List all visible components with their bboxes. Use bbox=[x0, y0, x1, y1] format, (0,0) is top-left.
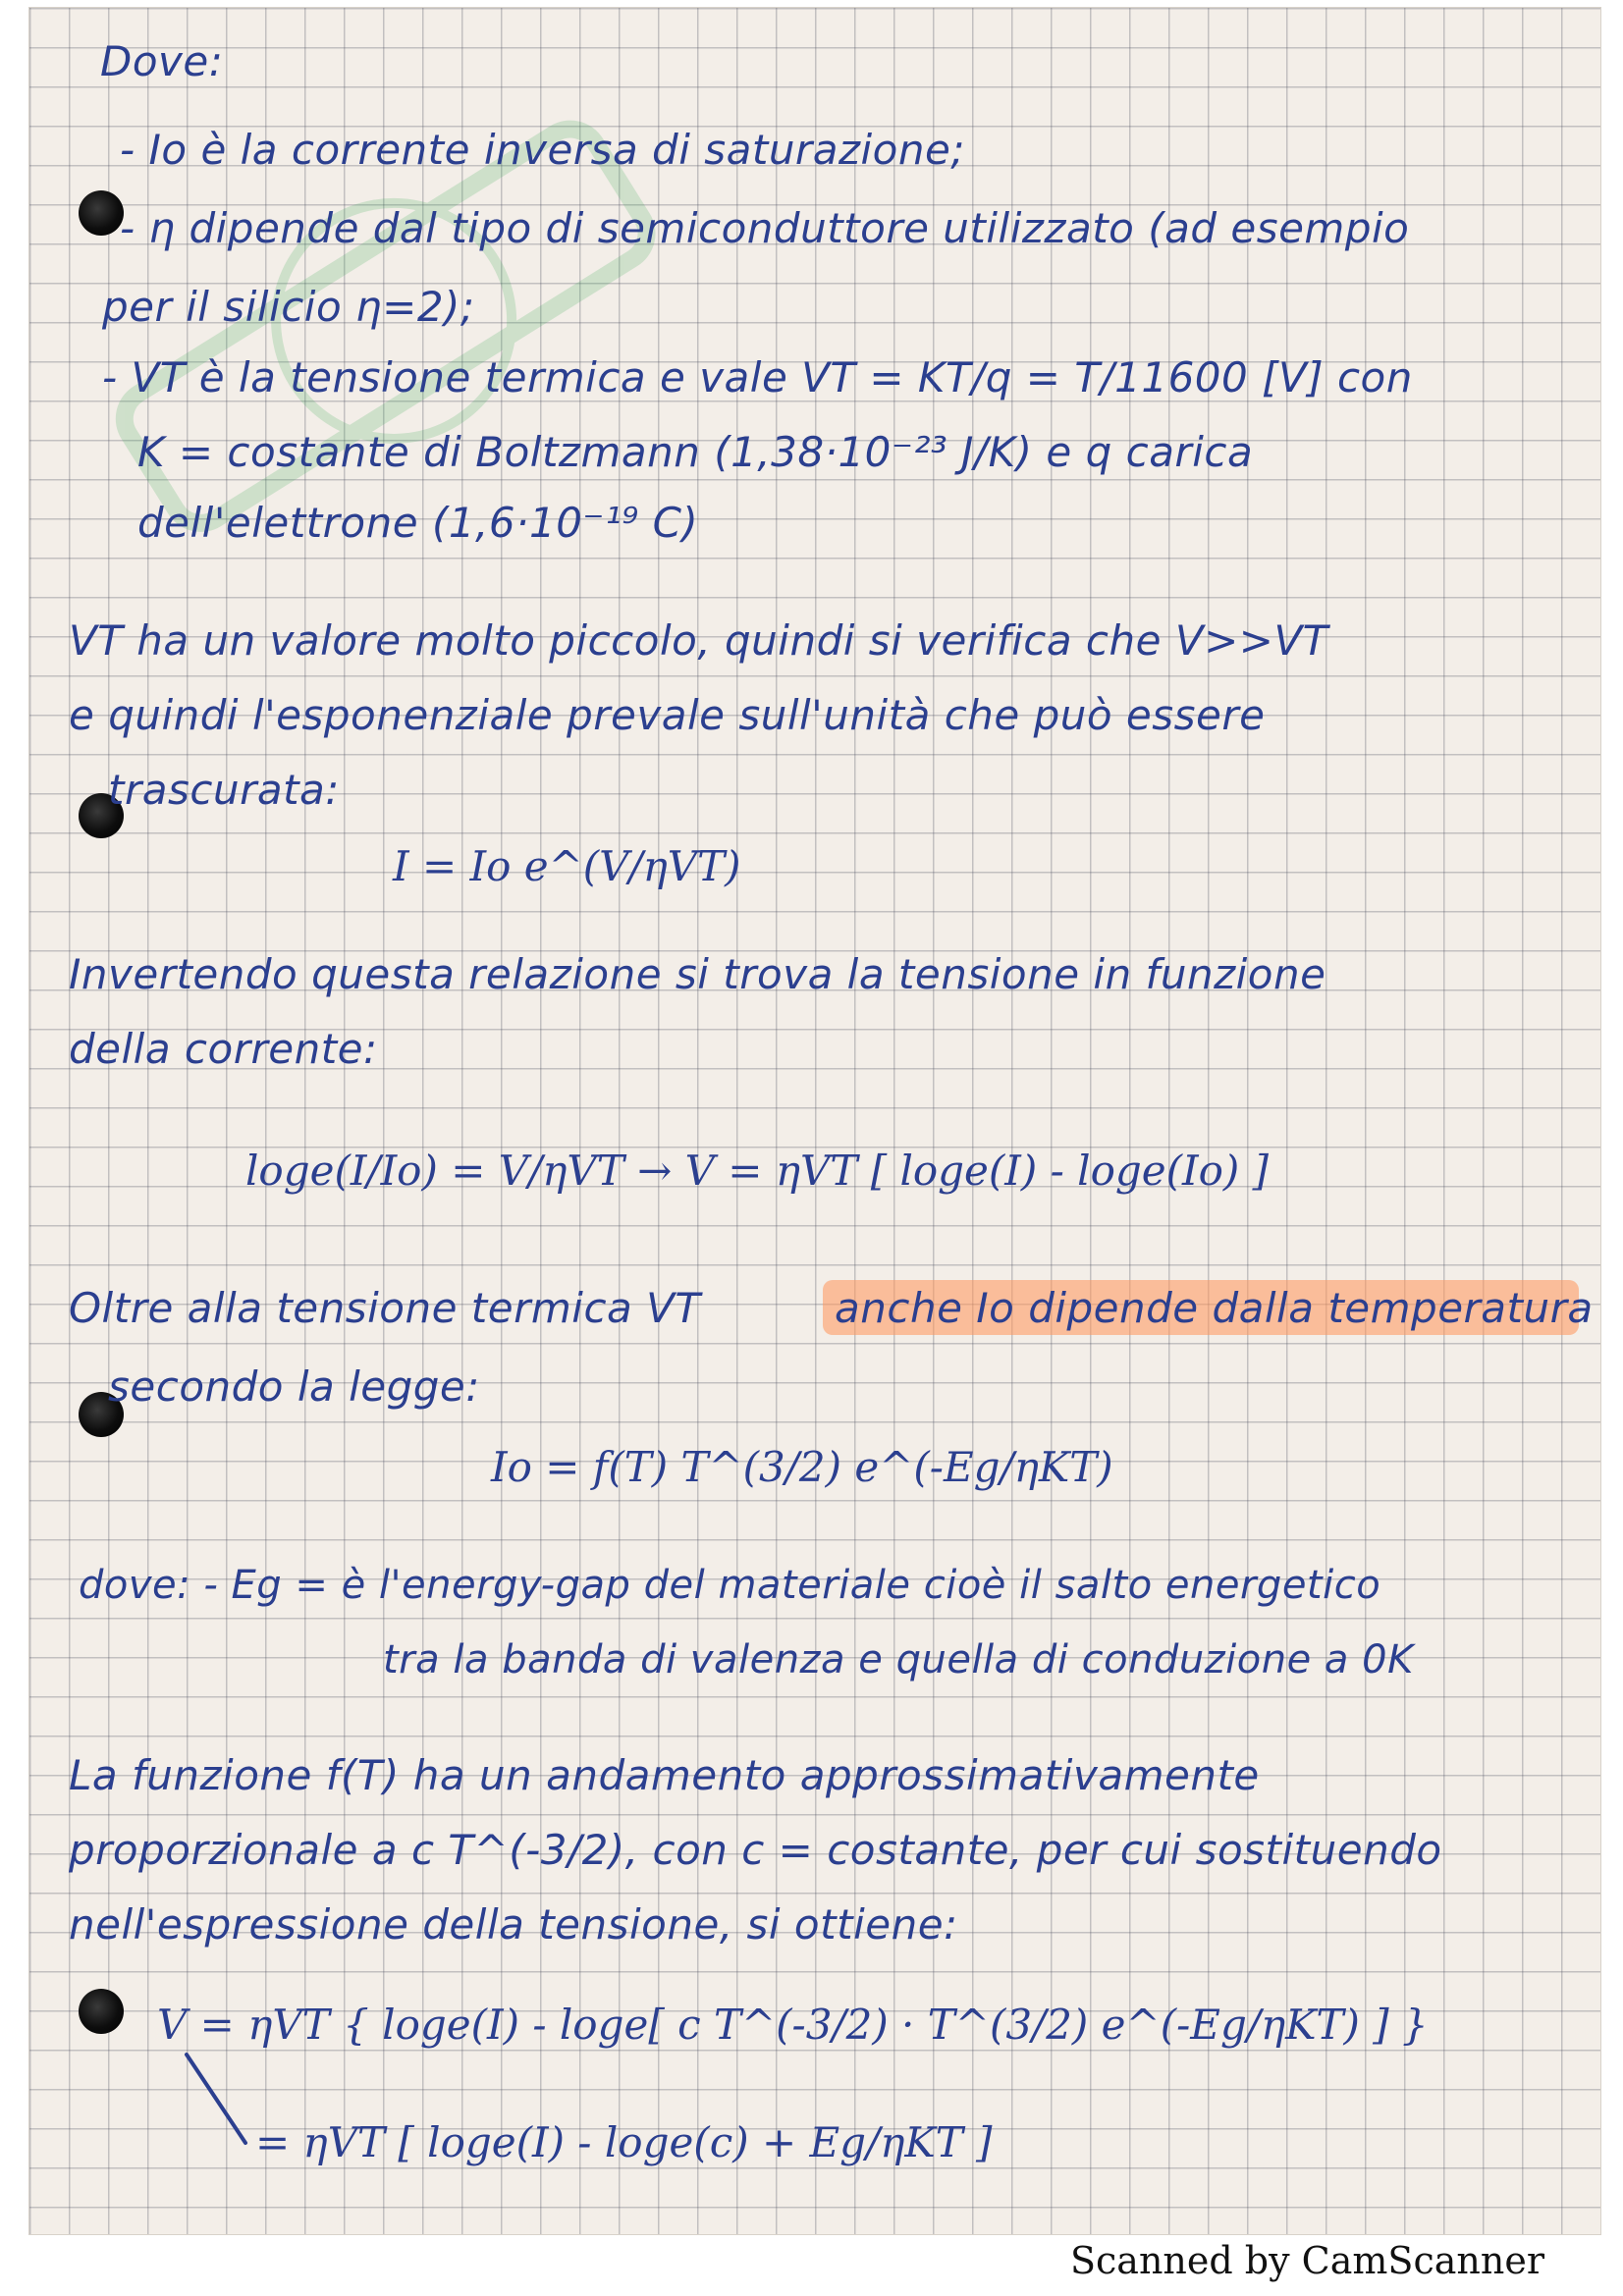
equation-voltage: loge(I/Io) = V/ηVT → V = ηVT [ loge(I) - loge(Io) ] bbox=[245, 1147, 1270, 1195]
note-line: Dove: bbox=[100, 37, 224, 85]
note-line: trascurata: bbox=[108, 766, 340, 814]
connector-stroke bbox=[177, 2050, 275, 2158]
note-line: della corrente: bbox=[69, 1025, 378, 1073]
note-line-highlighted: anche Io dipende dalla temperatura bbox=[835, 1284, 1594, 1332]
note-line: dell'elettrone (1,6·10⁻¹⁹ C) bbox=[137, 499, 699, 547]
note-line: K = costante di Boltzmann (1,38·10⁻²³ J/K) e q carica bbox=[137, 428, 1254, 476]
note-line: VT ha un valore molto piccolo, quindi si verifica che V>>VT bbox=[69, 616, 1328, 665]
note-line: per il silicio η=2); bbox=[102, 283, 475, 331]
note-line: - η dipende dal tipo di semiconduttore utilizzato (ad esempio bbox=[120, 204, 1410, 252]
note-line: proporzionale a c T^(-3/2), con c = costante, per cui sostituendo bbox=[69, 1826, 1442, 1874]
note-line: tra la banda di valenza e quella di conduzione a 0K bbox=[383, 1637, 1414, 1682]
note-line: La funzione f(T) ha un andamento approssimativamente bbox=[69, 1751, 1260, 1799]
note-line: nell'espressione della tensione, si ottiene: bbox=[69, 1900, 958, 1949]
scanner-footer: Scanned by CamScanner bbox=[1069, 2239, 1544, 2282]
note-line: Invertendo questa relazione si trova la tensione in funzione bbox=[69, 950, 1326, 998]
notebook-page bbox=[29, 8, 1600, 2234]
note-line: secondo la legge: bbox=[108, 1362, 480, 1411]
note-line: Oltre alla tensione termica VT bbox=[69, 1284, 701, 1332]
equation-voltage-expanded: V = ηVT { loge(I) - loge[ c T^(-3/2) · T^(3/2) e^(-Eg/ηKT) ] } bbox=[157, 2001, 1429, 2049]
note-line: - Io è la corrente inversa di saturazione; bbox=[120, 126, 965, 174]
equation-voltage-final: = ηVT [ loge(I) - loge(c) + Eg/ηKT ] bbox=[255, 2118, 993, 2166]
note-line: dove: - Eg = è l'energy-gap del materiale cioè il salto energetico bbox=[79, 1563, 1381, 1608]
equation-saturation-current: Io = f(T) T^(3/2) e^(-Eg/ηKT) bbox=[491, 1443, 1113, 1491]
punch-hole bbox=[79, 190, 124, 236]
note-line: e quindi l'esponenziale prevale sull'unità che può essere bbox=[69, 691, 1266, 739]
note-line: - VT è la tensione termica e vale VT = KT/q = T/11600 [V] con bbox=[102, 353, 1413, 401]
punch-hole bbox=[79, 1989, 124, 2034]
equation-diode-current: I = Io e^(V/ηVT) bbox=[393, 842, 741, 890]
